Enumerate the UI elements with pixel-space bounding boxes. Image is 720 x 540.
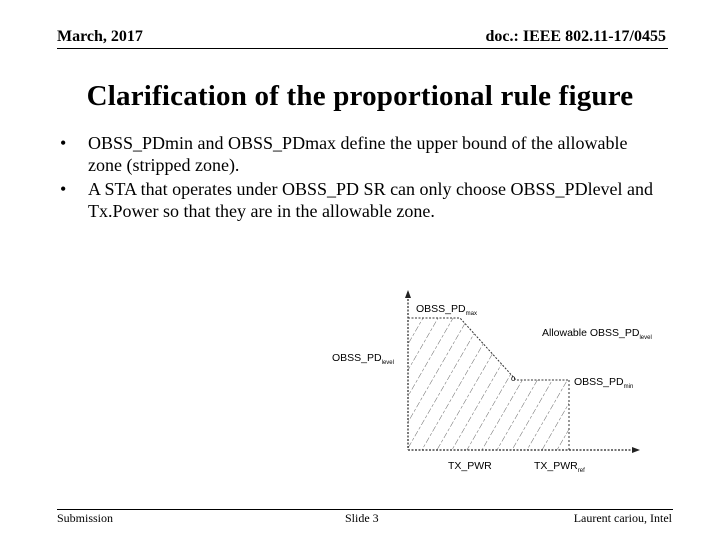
obss-pd-max-label: $OBSS\_PD_{max}$ bbox=[416, 303, 477, 317]
header-doc-id: doc.: IEEE 802.11-17/0455 bbox=[485, 28, 666, 45]
obss-pd-min-label: $OBSS\_PD_{min}$ bbox=[574, 376, 634, 390]
bullet-text: OBSS_PDmin and OBSS_PDmax define the upper bound of the allowable zone (stripped zone). bbox=[88, 133, 628, 175]
x-axis-arrow bbox=[632, 447, 640, 453]
tx-pwr-label: TX_PWR bbox=[448, 460, 492, 472]
allowable-obss-pd-label: Allowable $OBSS\_PD_{level}$ bbox=[542, 327, 652, 341]
bullet-marker: • bbox=[60, 133, 67, 153]
slide-title: Clarification of the proportional rule figure bbox=[86, 80, 634, 112]
tx-pwr-ref-label: $TX\_PWR_{ref}$ bbox=[534, 460, 585, 474]
bullet-text: A STA that operates under OBSS_PD SR can only choose OBSS_PDlevel and Tx.Power so that they are in the allowable zone. bbox=[88, 179, 654, 221]
header-divider bbox=[57, 48, 668, 49]
footer-author: Laurent cariou, Intel bbox=[573, 511, 672, 525]
footer-slide-number: Slide 3 bbox=[345, 511, 379, 525]
bullet-item bbox=[58, 179, 658, 222]
bullet-marker: • bbox=[60, 179, 67, 199]
proportional-rule-figure bbox=[320, 288, 690, 478]
operating-point-marker: o bbox=[511, 374, 516, 383]
y-axis-arrow bbox=[405, 290, 411, 298]
footer-divider bbox=[57, 509, 673, 510]
footer-submission: Submission bbox=[57, 511, 114, 525]
bullet-list bbox=[58, 133, 658, 225]
obss-pd-level-label: $OBSS\_PD_{level}$ bbox=[332, 352, 394, 366]
bullet-item bbox=[58, 133, 658, 176]
header-date: March, 2017 bbox=[57, 28, 143, 45]
